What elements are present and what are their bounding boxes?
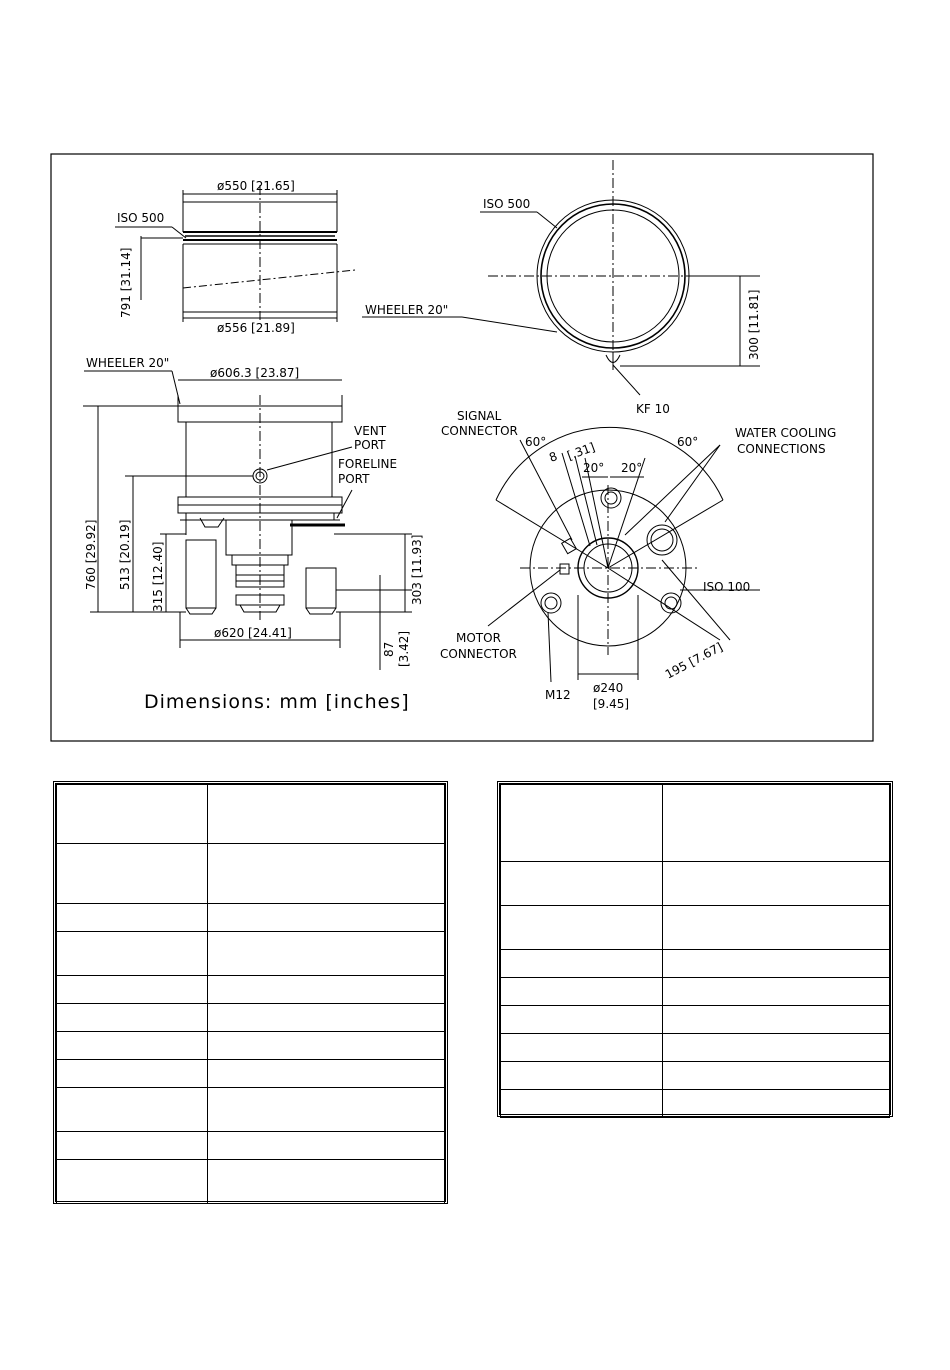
table-row [501,1090,890,1118]
water-cooling-label-2: CONNECTIONS [737,442,826,456]
signal-connector-label-1: SIGNAL [457,409,502,423]
front-dia-bottom-label: ø556 [21.89] [217,321,295,335]
water-cooling-label-1: WATER COOLING [735,426,837,440]
foreline-port-label-2: PORT [338,472,370,486]
motor-connector-label-1: MOTOR [456,631,501,645]
dim-8-in-label: [.31] [565,439,597,463]
front-view [115,185,355,322]
table-row [501,950,890,978]
side-wheeler-label: WHEELER 20" [86,356,170,370]
signal-connector-label-2: CONNECTOR [441,424,518,438]
dia-240-in-label: [9.45] [593,697,630,711]
foreline-port-label-1: FORELINE [338,457,398,471]
angle-20-left-label: 20° [583,461,605,475]
dim-195-label: 195 [7.67] [662,639,725,682]
side-dia-base-label: ø620 [24.41] [214,626,292,640]
top-iso-label: ISO 500 [483,197,531,211]
dim-303-label: 303 [11.93] [410,534,424,605]
vent-port-label-1: VENT [354,424,387,438]
motor-connector-label-2: CONNECTOR [440,647,517,661]
iso-100-label: ISO 100 [703,580,751,594]
table-row [57,1088,445,1132]
dim-87-label: 87 [382,641,396,657]
dim-87-in-label: [3.42] [397,630,411,667]
table-row [501,785,890,862]
angle-20-right-label: 20° [621,461,643,475]
dimensions-note: Dimensions: mm [inches] [144,691,410,713]
table-row [501,1006,890,1034]
dim-760-label: 760 [29.92] [84,519,98,590]
table-row [501,1034,890,1062]
vent-port-label-2: PORT [354,438,386,452]
m12-label: M12 [545,688,571,702]
table-row [57,904,445,932]
table-row [501,862,890,906]
table-row [57,1060,445,1088]
table-row [501,978,890,1006]
table-row [57,1004,445,1032]
table-row [501,1062,890,1090]
table-row [57,1160,445,1204]
top-wheeler-label: WHEELER 20" [365,303,449,317]
right-spec-table [497,781,893,1117]
front-dia-top-label: ø550 [21.65] [217,179,295,193]
table-row [57,785,445,844]
table-row [57,1132,445,1160]
table-row [57,844,445,904]
front-iso-label: ISO 500 [117,211,165,225]
table-row [57,932,445,976]
front-height-label: 791 [31.14] [119,247,133,318]
left-spec-table [53,781,448,1204]
dim-315-label: 315 [12.40] [151,541,165,612]
top-view [362,160,760,395]
side-dia-top-label: ø606.3 [23.87] [210,366,300,380]
dim-513-label: 513 [20.19] [118,519,132,590]
table-row [57,976,445,1004]
angle-right-label: 60° [677,435,699,449]
angle-left-label: 60° [525,435,547,449]
dim-8-label: 8 [547,449,560,465]
top-kf-label: KF 10 [636,402,670,416]
table-row [501,906,890,950]
dia-240-label: ø240 [593,681,624,695]
table-row [57,1032,445,1060]
top-offset-label: 300 [11.81] [747,289,761,360]
